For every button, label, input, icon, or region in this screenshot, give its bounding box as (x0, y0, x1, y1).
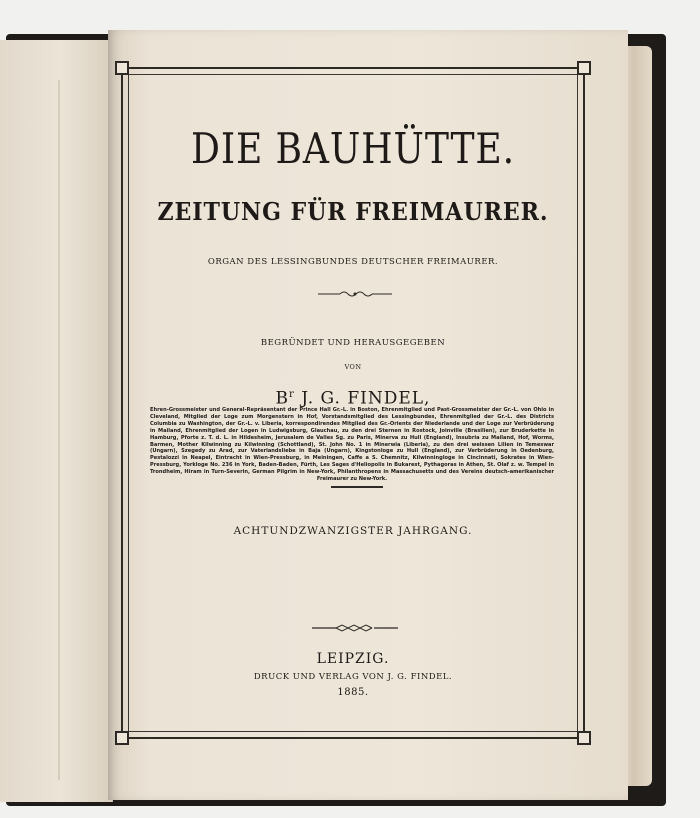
main-title: DIE BAUHÜTTE. (191, 124, 515, 173)
left-page-crease (58, 80, 60, 780)
city-line: LEIPZIG. (316, 651, 390, 667)
flourish-ornament-top (318, 290, 392, 298)
left-page (0, 40, 113, 802)
author-biography: Ehren-Grossmeister und General-Repräsentant der Prince Hall Gr.-L. in Boston, Ehrenmitglied und Past-Grossmeister der Gr.-L. von Ohio in Cleveland, Mitglied der Loge zum Morgenstern in Hof, Vorstandsmitglied des Lessingbundes, Ehrenmitglied der Gr.-L. des Districts Columbia zu Washington, der Gr.-L. v. Liberia, korrespondirendes Mitglied des Gr.-Orients der Niederlande und der Loge zur Verbrüderung in Mailand, Ehrenmitglied der Logen in Ludwigsburg, Glauchau, zu den drei Sternen in Rostock, Joinville (Brasilien), zur Bruderkette in Hamburg, Pforte z. T. d. L. in Hildesheim, Jerusalem de Valles Sg. zu Paris, Minerva zu Hull (England), Insubria zu Mailand, Hof, Worms, Barmen, Mother Kilwinning zu Kilwinning (Schottland), St. John No. 1 in Minerwia (Liberia), zu den drei weissen Lilien in Temeswar (Ungarn), Szegedy zu Arad, zur Vaterlandsliebe in Baja (Ungarn), Kingstonloge zu Hull (England), zur Verbrüderung in Oedenburg, Pestalozzi in Neapel, Eintracht in Wien-Pressburg, in Meiningen, Caffe a S. Chemnitz, Kilwinningloge in Cincinnati, Sokrates in Wien-Pressburg, Yorkloge No. 236 in York, Baden-Baden, Fürth, Les Sages d'Heliopolis in Bukarest, Pythagoras in Athen, St. Olaf z. w. Tempel in Trondheim, Hiram in Turn-Severin, German Pilgrim in New-York, Philanthropens in Massachusetts und des Vereins deutsch-amerikanischer Freimaurer zu New-York. (150, 407, 554, 483)
volume-line: ACHTUNDZWANZIGSTER JAHRGANG. (233, 525, 473, 537)
corner-ornament-bottom-right (577, 731, 591, 745)
founded-line: BEGRÜNDET UND HERAUSGEGEBEN (260, 338, 446, 348)
corner-ornament-top-right (577, 61, 591, 75)
year-line: 1885. (337, 687, 369, 698)
author-prefix-superscript: r (289, 389, 295, 400)
corner-ornament-bottom-left (115, 731, 129, 745)
author-prefix: B (275, 388, 290, 409)
organ-line: ORGAN DES LESSINGBUNDES DEUTSCHER FREIMAURER. (207, 257, 499, 267)
divider-rule (331, 486, 383, 488)
publisher-line: DRUCK UND VERLAG VON J. G. FINDEL. (253, 672, 453, 682)
corner-ornament-top-left (115, 61, 129, 75)
author-line (128, 390, 578, 408)
author-name: J. G. FINDEL, (294, 388, 431, 409)
von-line: VON (344, 363, 362, 371)
subtitle: ZEITUNG FÜR FREIMAURER. (157, 197, 549, 226)
flourish-ornament-bottom (312, 624, 398, 632)
title-page-content (128, 74, 578, 732)
